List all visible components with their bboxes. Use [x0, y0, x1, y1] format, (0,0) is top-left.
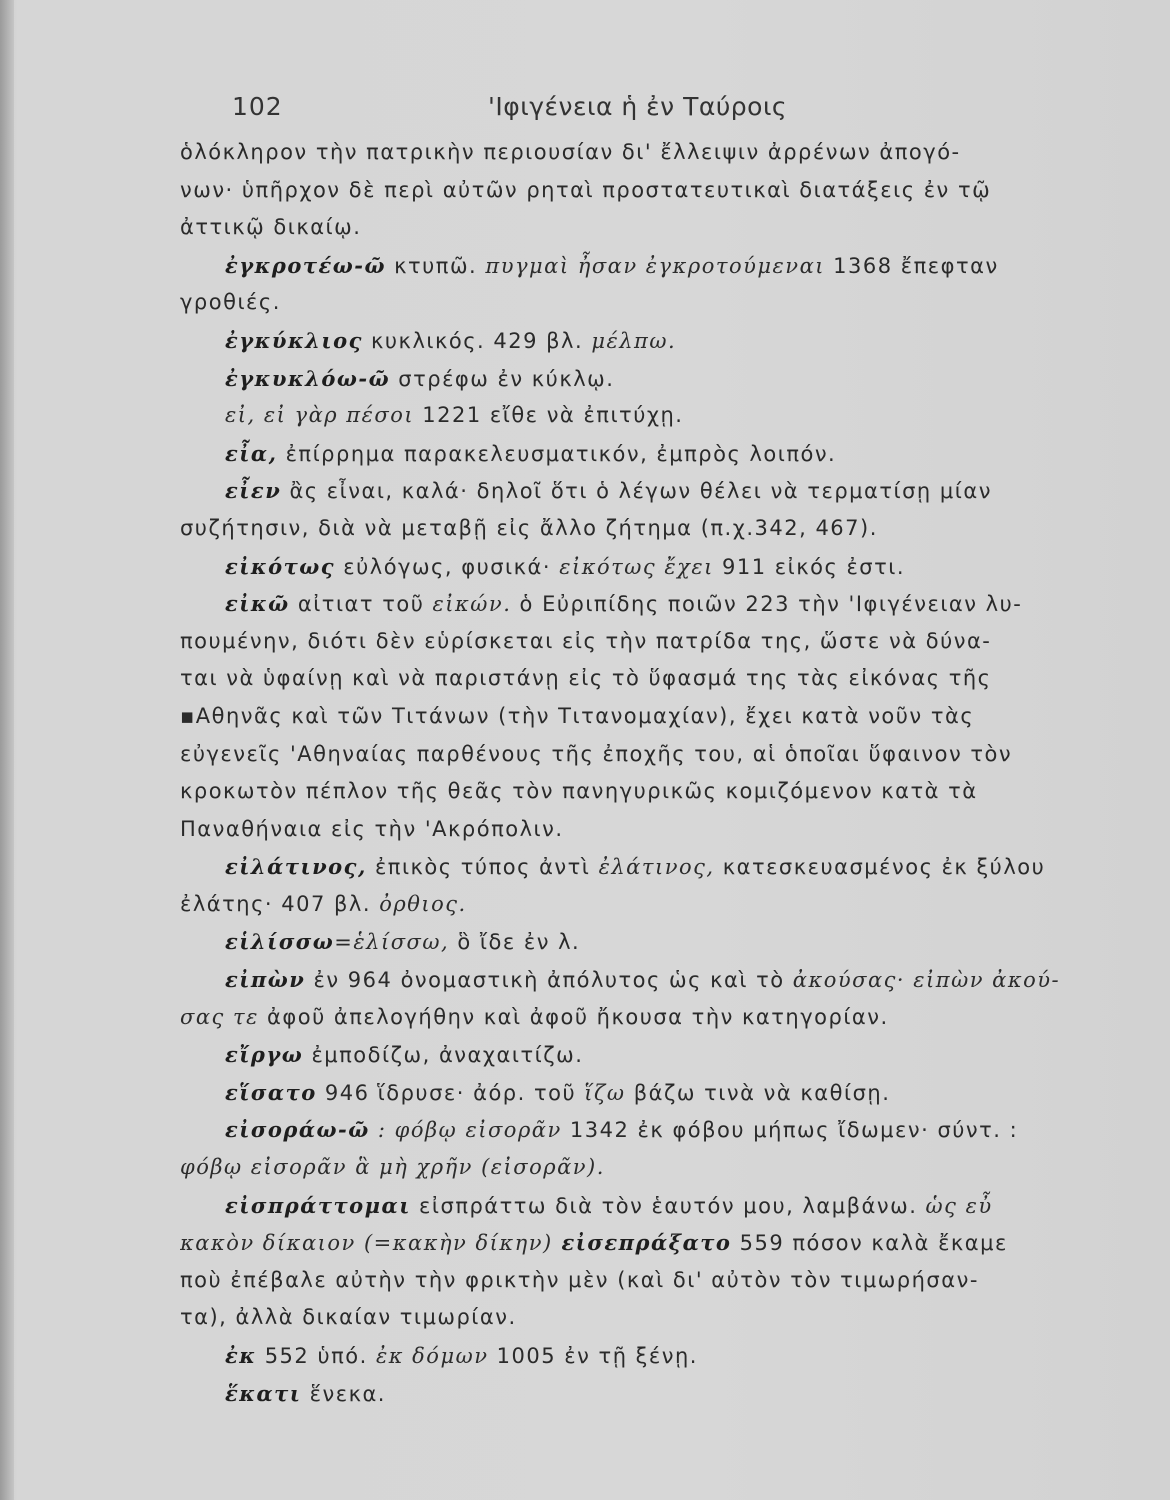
line-text: 1221 εἴθε νὰ ἐπιτύχῃ.	[414, 403, 684, 428]
text-line	[180, 360, 1148, 398]
line-text: κυκλικός. 429 βλ.	[362, 328, 592, 353]
line-text: 1005 ἐν τῇ ξένῃ.	[488, 1344, 698, 1368]
lemma-headword: εἶεν	[225, 478, 282, 504]
text-line	[180, 322, 1148, 360]
line-text: γροθιές.	[180, 290, 281, 315]
line-text: =	[334, 930, 354, 955]
lemma-headword: εἰλάτινος,	[225, 854, 367, 880]
text-line	[180, 1262, 1148, 1300]
line-text: κατεσκευασμένος ἐκ ξύλου	[714, 855, 1046, 880]
line-text: εὐγενεῖς 'Αθηναίας παρθένους τῆς ἐποχῆς του, αἱ ὁποῖαι ὕφαινον τὸν	[180, 741, 1013, 766]
quoted-phrase: ἑλίσσω,	[353, 930, 450, 955]
line-text: 1368 ἔπεφταν	[825, 253, 999, 278]
text-line	[180, 1375, 1148, 1413]
lemma-headword: ἐγκροτέω-ῶ	[225, 252, 386, 278]
line-text: ἀττικῷ δικαίῳ.	[180, 215, 362, 240]
line-text: ἂς εἶναι, καλά· δηλοῖ ὅτι ὁ λέγων θέλει νὰ τερματίσῃ μίαν	[281, 479, 992, 504]
text-line	[180, 585, 1148, 623]
quoted-phrase: : φόβῳ εἰσορᾶν	[369, 1118, 562, 1143]
line-text: ποὺ ἐπέβαλε αὐτὴν τὴν φρικτὴν μὲν (καὶ δι' αὐτὸν τὸν τιμωρήσαν-	[180, 1267, 979, 1292]
text-line	[180, 397, 1148, 435]
lemma-headword: ἐγκύκλιος	[225, 327, 363, 353]
line-text: κροκωτὸν πέπλον τῆς θεᾶς τὸν πανηγυρικῶς κομιζόμενον κατὰ τὰ	[180, 779, 978, 804]
line-text: τα), ἀλλὰ δικαίαν τιμωρίαν.	[180, 1305, 517, 1330]
text-line	[180, 736, 1148, 774]
text-line	[180, 623, 1148, 661]
quoted-phrase: ἐκ δόμων	[375, 1344, 489, 1368]
quoted-phrase: ἀκούσας· εἰπὼν ἀκού-	[792, 968, 1061, 993]
lemma-headword: εἶα,	[225, 440, 278, 466]
quoted-phrase: φόβῳ εἰσορᾶν ἃ μὴ χρῆν (εἰσορᾶν).	[180, 1155, 605, 1180]
line-text: ὃ ἴδε ἐν λ.	[449, 930, 581, 955]
quoted-phrase: κακὸν δίκαιον (=κακὴν δίκην)	[180, 1231, 553, 1256]
text-line	[180, 134, 1148, 172]
text-line	[180, 548, 1148, 586]
text-line	[180, 1337, 1148, 1375]
text-line	[180, 660, 1148, 698]
line-text: ἐπίρρημα παρακελευσματικόν, ἐμπρὸς λοιπόν.	[277, 441, 837, 466]
line-text: ἐλάτης· 407 βλ.	[180, 891, 380, 916]
quoted-phrase: εἰκών.	[432, 592, 512, 617]
lemma-headword: ἐγκυκλόω-ῶ	[225, 365, 391, 391]
page-number: 102	[232, 92, 283, 121]
text-line	[180, 1224, 1148, 1262]
text-line	[180, 698, 1148, 736]
text-line	[180, 1074, 1148, 1112]
lemma-headword: ἕκατι	[225, 1380, 302, 1406]
line-text: ἐν 964 ὀνομαστικὴ ἀπόλυτος ὡς καὶ τὸ	[305, 968, 793, 993]
line-text: συζήτησιν, διὰ νὰ μεταβῇ εἰς ἄλλο ζήτημα (π.χ.342, 467).	[180, 515, 878, 540]
text-line	[180, 923, 1148, 961]
lemma-headword: εἰκότως	[225, 553, 336, 579]
quoted-phrase: ὡς εὖ	[925, 1193, 993, 1218]
page-spine-shadow	[0, 0, 14, 1500]
line-text: 911 εἰκός ἐστι.	[713, 554, 906, 579]
text-line	[180, 848, 1148, 886]
line-text: 946 ἵδρυσε· ἀόρ. τοῦ	[316, 1080, 585, 1105]
line-text: πουμένην, διότι δὲν εὑρίσκεται εἰς τὴν πατρίδα της, ὥστε νὰ δύνα-	[180, 628, 992, 653]
text-line	[180, 811, 1148, 849]
line-text: βάζω τινὰ νὰ καθίσῃ.	[625, 1080, 891, 1105]
glossary-text	[180, 134, 1148, 1412]
lemma-headword: εἰσεπράξατο	[552, 1230, 732, 1256]
quoted-phrase: ἐλάτινος,	[598, 855, 715, 880]
line-text: εἰσπράττω διὰ τὸν ἑαυτόν μου, λαμβάνω.	[410, 1193, 926, 1218]
text-line	[180, 1111, 1148, 1149]
line-text: κτυπῶ.	[385, 253, 486, 278]
lemma-headword: εἱλίσσω	[225, 929, 335, 955]
text-line	[180, 472, 1148, 510]
line-text: Παναθήναια εἰς τὴν 'Ακρόπολιν.	[180, 816, 564, 841]
line-text: ἐπικὸς τύπος ἀντὶ	[366, 855, 599, 880]
lemma-headword: εἵσατο	[225, 1079, 317, 1105]
text-line	[180, 1299, 1148, 1337]
lemma-headword: εἰκῶ	[225, 591, 290, 617]
quoted-phrase: πυγμαὶ ἦσαν ἐγκροτούμεναι	[485, 253, 825, 278]
line-text: 559 πόσον καλὰ ἔκαμε	[731, 1231, 1008, 1256]
lemma-headword: εἰσοράω-ῶ	[225, 1117, 370, 1143]
text-line	[180, 961, 1148, 999]
line-text: ▪Αθηνᾶς καὶ τῶν Τιτάνων (τὴν Τιτανομαχίαν), ἔχει κατὰ νοῦν τὰς	[180, 703, 975, 728]
quoted-phrase: σας τε	[180, 1004, 259, 1029]
lemma-headword: εἰπὼν	[225, 967, 306, 993]
line-text: ται νὰ ὑφαίνῃ καὶ νὰ παριστάνῃ εἰς τὸ ὕφασμά της τὰς εἰκόνας τῆς	[180, 666, 992, 691]
running-title: 'Ιφιγένεια ἡ ἐν Ταύροις	[488, 92, 788, 121]
lemma-headword: εἴργω	[225, 1042, 304, 1068]
text-line	[180, 1036, 1148, 1074]
line-text: 552 ὑπό.	[256, 1344, 376, 1368]
text-line	[180, 886, 1148, 924]
text-line	[180, 209, 1148, 247]
text-line	[180, 172, 1148, 210]
line-text: ἀφοῦ ἀπελογήθην καὶ ἀφοῦ ἤκουσα τὴν κατηγορίαν.	[258, 1004, 889, 1029]
line-text: στρέφω ἐν κύκλῳ.	[390, 366, 615, 391]
page-header	[0, 92, 1170, 132]
quoted-phrase: ὀρθιος.	[379, 891, 467, 916]
line-text: 1342 ἐκ φόβου μήπως ἴδωμεν· σύντ. :	[561, 1118, 1019, 1143]
line-text: ὁ Εὐριπίδης ποιῶν 223 τὴν 'Ιφιγένειαν λυ-	[511, 592, 1023, 617]
text-line	[180, 999, 1148, 1037]
text-line	[180, 247, 1148, 285]
quoted-phrase: μέλπω.	[591, 328, 677, 353]
text-line	[180, 1187, 1148, 1225]
quoted-phrase: εἰκότως ἔχει	[559, 554, 714, 579]
line-text: εὐλόγως, φυσικά·	[335, 554, 560, 579]
text-line	[180, 1149, 1148, 1187]
text-line	[180, 284, 1148, 322]
text-line	[180, 510, 1148, 548]
lemma-headword: εἰσπράττομαι	[225, 1192, 411, 1218]
line-text: ὁλόκληρον τὴν πατρικὴν περιουσίαν δι' ἔλλειψιν ἀρρένων ἀπογό-	[180, 140, 961, 164]
quoted-phrase: ἵζω	[584, 1080, 626, 1105]
line-text: ἕνεκα.	[301, 1381, 386, 1406]
quoted-phrase: εἰ, εἰ γὰρ πέσοι	[225, 403, 415, 428]
text-line	[180, 435, 1148, 473]
text-line	[180, 773, 1148, 811]
line-text: αἰτιατ τοῦ	[289, 592, 433, 617]
line-text: ἐμποδίζω, ἀναχαιτίζω.	[303, 1043, 584, 1068]
lemma-headword: ἐκ	[225, 1343, 257, 1368]
line-text: νων· ὑπῆρχον δὲ περὶ αὐτῶν ρηταὶ προστατευτικαὶ διατάξεις ἐν τῷ	[180, 177, 992, 202]
